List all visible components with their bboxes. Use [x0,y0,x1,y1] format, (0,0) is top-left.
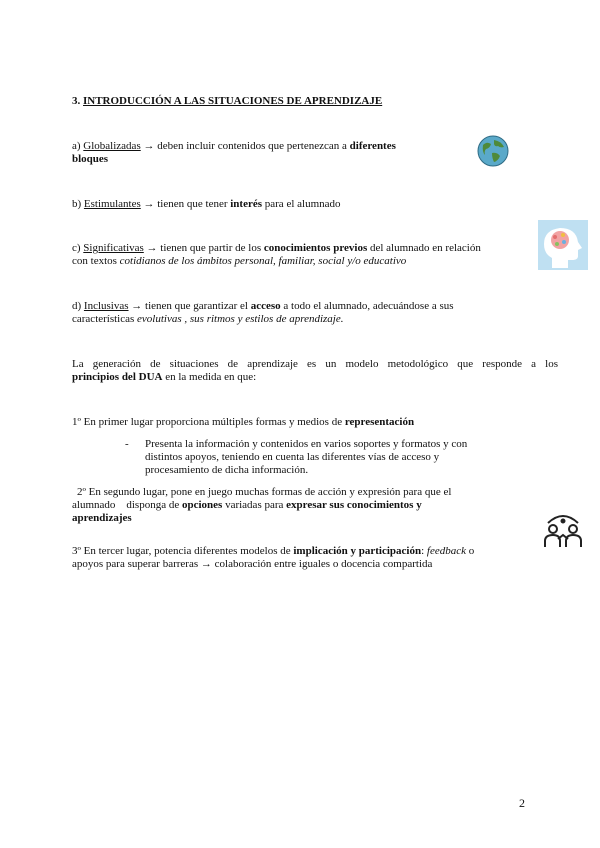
item-term: Significativas [83,242,144,254]
intro-line: La generación de situaciones de aprendizaje es un modelo metodológico que responde a los [72,358,558,370]
principle-text: o [466,545,475,557]
principle-bold: expresar sus conocimientos y [286,499,422,511]
principle-bold: representación [344,416,415,428]
section-title [72,95,382,108]
head-brain-icon [538,220,588,270]
item-italic: evolutivas , sus ritmos y estilos de aprendizaje. [137,313,344,325]
principle-text: 1º En primer lugar proporciona múltiples formas y medios de [72,416,345,428]
principle-1 [72,416,532,429]
section-number: 3. [72,95,81,107]
principle-bold: implicación y participación [293,545,422,557]
globe-icon [477,135,509,167]
principle-text: variadas para [222,499,287,511]
bullet-dash: - [125,438,129,450]
page-number: 2 [519,796,525,810]
item-bold: diferentes [349,140,396,152]
item-text: para el alumnado [262,198,341,210]
item-term: Estimulantes [83,198,141,210]
principle-2 [72,486,542,525]
item-text: del alumnado en relación [367,242,481,254]
item-text: tienen que garantizar el [145,300,251,312]
principle-text: 3º En tercer lugar, potencia diferentes modelos de [72,545,294,557]
arrow: → [143,242,161,254]
bullet-line: Presenta la información y contenidos en varios soportes y formatos y con [145,438,468,450]
item-significativas [72,242,532,268]
item-estimulantes [72,198,512,211]
principle-italic: feedback [426,545,466,557]
item-prefix: d) [72,300,84,312]
item-text: tienen que partir de los [160,242,264,254]
item-bold: acceso [250,300,281,312]
collaboration-icon [540,505,586,551]
bullet-line: procesamiento de dicha información. [145,464,309,476]
item-italic: cotidianos de los ámbitos personal, familiar, social y/o educativo [119,255,407,267]
item-text: tienen que tener [157,198,231,210]
item-term: Globalizadas [83,140,141,152]
item-text: con textos [72,255,120,267]
item-prefix: a) [72,140,84,152]
bullet-text [145,438,505,477]
item-inclusivas [72,300,532,326]
intro-bold: principios del DUA [72,371,163,383]
section-title-text: INTRODUCCIÓN A LAS SITUACIONES DE APRENDIZAJE [83,95,383,107]
item-text: deben incluir contenidos que pertenezcan a [157,140,350,152]
arrow: → [128,300,146,312]
principle-bold: aprendizajes [72,512,132,524]
item-term: Inclusivas [83,300,129,312]
item-text: a todo el alumnado, adecuándose a sus [280,300,454,312]
item-text: características [72,313,138,325]
principle-line: apoyos para superar barreras → colaboración entre iguales o docencia compartida [72,558,433,570]
item-globalizadas [72,140,512,166]
item-bold: bloques [72,153,109,165]
intro-text: en la medida en que: [162,371,257,383]
arrow: → [140,198,158,210]
principle-text: alumnado disponga de [72,499,182,511]
principle-text: : [421,545,427,557]
item-bold: interés [230,198,263,210]
item-prefix: b) [72,198,84,210]
principle-3 [72,545,542,571]
principle-bold: opciones [181,499,223,511]
item-prefix: c) [72,242,84,254]
bullet-line: distintos apoyos, teniendo en cuenta las diferentes vías de acceso y [145,451,440,463]
item-bold: conocimientos previos [263,242,368,254]
principle-line: 2º En segundo lugar, pone en juego muchas formas de acción y expresión para que el [77,486,452,498]
arrow: → [140,140,158,152]
intro-paragraph [72,358,558,384]
